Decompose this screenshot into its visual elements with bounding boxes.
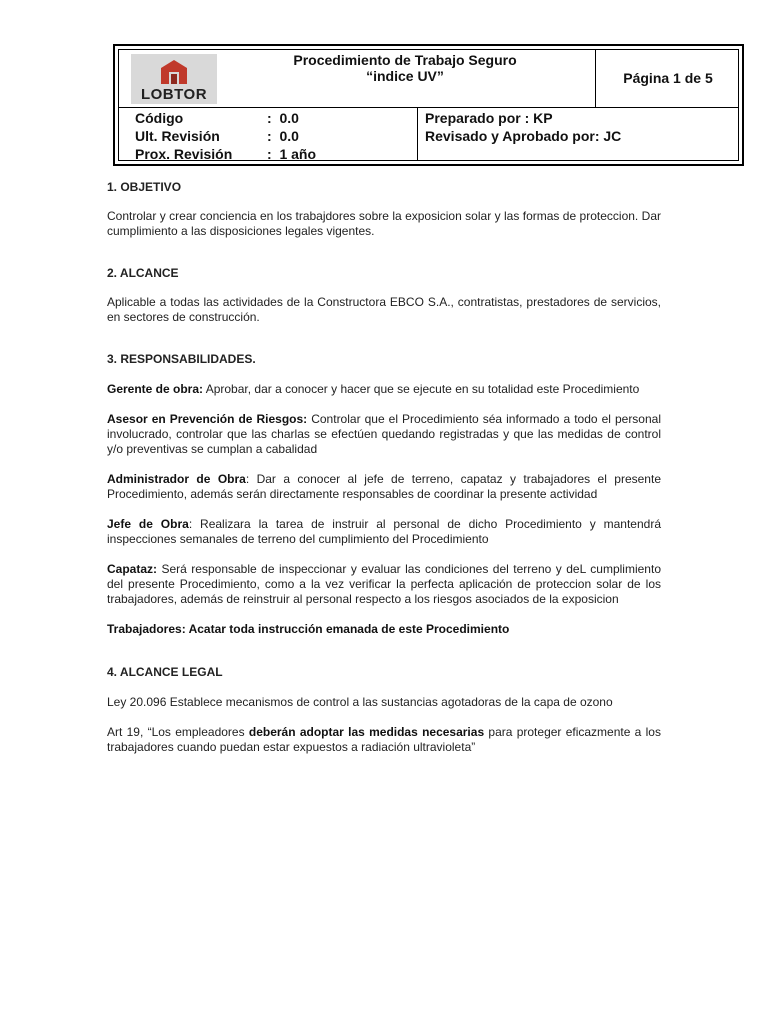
document-body <box>107 180 661 755</box>
approval-info <box>425 109 621 145</box>
codigo-label: Código <box>135 110 184 126</box>
role-text: : Dar a conocer al jefe de terreno, capataz y trabajadores el presente Procedimiento, además serán directamente responsables de coordinar la presente actividad <box>107 472 661 501</box>
ley-text: Ley 20.096 Establece mecanismos de control a las sustancias agotadoras de la capa de ozono <box>107 695 613 709</box>
divider <box>118 107 739 108</box>
role-label: Jefe de Obra <box>107 517 189 531</box>
responsabilidad-capataz <box>107 562 661 607</box>
role-label: Asesor en Prevención de Riesgos: <box>107 412 308 426</box>
prox-revision-row <box>135 145 316 163</box>
section-heading-alcance: 2. ALCANCE <box>107 266 179 280</box>
role-label: Trabajadores: Acatar toda instrucción emanada de este Procedimiento <box>107 622 510 636</box>
responsabilidad-trabajadores <box>107 622 661 637</box>
art-post: para proteger eficazmente a los trabajadores cuando puedan estar expuestos a radiación ultravioleta” <box>107 725 661 754</box>
ult-revision-value: : 0.0 <box>267 128 299 144</box>
role-label: Gerente de obra: <box>107 382 204 396</box>
responsabilidad-asesor <box>107 412 661 457</box>
preparado-por: Preparado por : KP <box>425 110 553 126</box>
section-heading-responsabilidades: 3. RESPONSABILIDADES. <box>107 352 256 366</box>
ult-revision-label: Ult. Revisión <box>135 128 220 144</box>
house-icon <box>159 58 189 84</box>
title-line-1: Procedimiento de Trabajo Seguro <box>293 52 517 68</box>
responsabilidad-gerente <box>107 382 661 397</box>
document-header <box>113 44 744 166</box>
role-text: Controlar que el Procedimiento séa informado a todo el personal involucrado, controlar que las charlas se efectúen quedando registradas y que las medidas de control y/o preventivas se cumplan a cabalidad <box>107 412 661 456</box>
section-heading-objetivo: 1. OBJETIVO <box>107 180 182 194</box>
codigo-row <box>135 109 316 127</box>
prox-revision-label: Prox. Revisión <box>135 146 233 162</box>
role-text: : Realizara la tarea de instruir al personal de dicho Procedimiento y mantendrá inspecciones semanales de terreno del cumplimiento del Procedimiento <box>107 517 661 546</box>
role-label: Administrador de Obra <box>107 472 246 486</box>
prox-revision-value: : 1 año <box>267 146 317 162</box>
logo-text: LOBTOR <box>140 86 208 103</box>
page-indicator: Página 1 de 5 <box>623 70 713 86</box>
section-heading-alcance-legal: 4. ALCANCE LEGAL <box>107 665 223 679</box>
title-line-2: “indice UV” <box>366 68 444 84</box>
art-bold: deberán adoptar las medidas necesarias <box>248 725 485 739</box>
revision-info <box>135 109 316 163</box>
revisado-por: Revisado y Aprobado por: JC <box>425 128 622 144</box>
role-text: Será responsable de inspeccionar y evaluar las condiciones del terreno y deL cumplimiento del presente Procedimiento, como a la vez verificar la perfecta aplicación de proteccion solar de los trabajadores, además de reinstruir al personal respecto a los riesgos asociados de la exposicion <box>107 562 661 606</box>
document-title <box>223 52 587 84</box>
objetivo-text: Controlar y crear conciencia en los trabajdores sobre la exposicion solar y las formas de proteccion. Dar cumplimiento a las disposiciones legales vigentes. <box>107 209 661 238</box>
art-pre: Art 19, “Los empleadores <box>107 725 249 739</box>
company-logo <box>131 54 217 104</box>
role-text: Aprobar, dar a conocer y hacer que se ejecute en su totalidad este Procedimiento <box>203 382 640 396</box>
divider <box>417 107 418 161</box>
codigo-value: : 0.0 <box>267 110 299 126</box>
responsabilidad-administrador <box>107 472 661 502</box>
ult-revision-row <box>135 127 316 145</box>
art-19-text <box>107 725 661 755</box>
role-label: Capataz: <box>107 562 158 576</box>
alcance-text: Aplicable a todas las actividades de la Constructora EBCO S.A., contratistas, prestadores de servicios, en sectores de construcción. <box>107 295 661 324</box>
responsabilidad-jefe-obra <box>107 517 661 547</box>
